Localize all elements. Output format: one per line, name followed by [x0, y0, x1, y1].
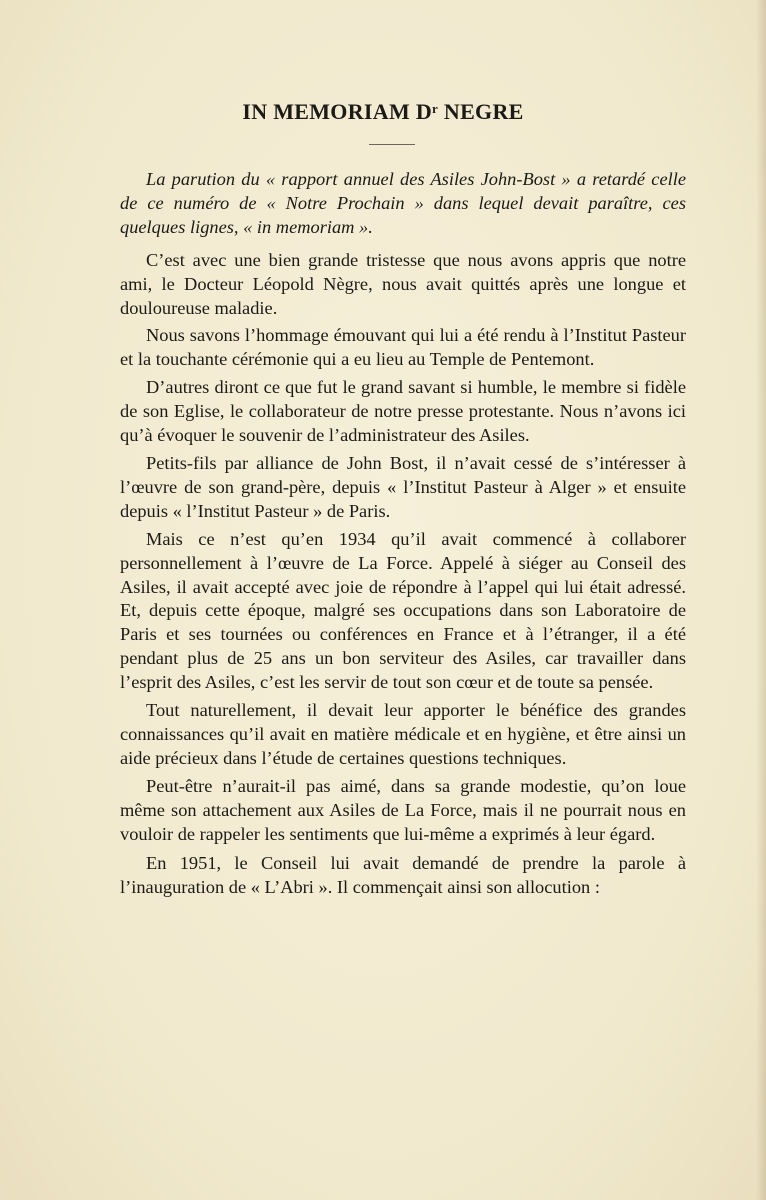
body-paragraph: Nous savons l’hommage émouvant qui lui a été rendu à l’Institut Pasteur et la touchante cérémonie qui a eu lieu au Temple de Pentemont. — [120, 325, 686, 370]
body-paragraph: C’est avec une bien grande tristesse que nous avons appris que notre ami, le Docteur Léopold Nègre, nous avait quittés après une longue et douloureuse maladie. — [120, 249, 686, 318]
body-paragraph: Tout naturellement, il devait leur apporter le bénéfice des grandes connaissances qu’il avait en matière médicale et en hygiène, et être ainsi un aide précieux dans l’étude de certaines questions techniques. — [120, 700, 686, 768]
title-superscript: r — [432, 101, 439, 116]
title-main: IN MEMORIAM D — [242, 99, 433, 124]
page-edge-shadow — [756, 0, 766, 1200]
body-paragraph: En 1951, le Conseil lui avait demandé de prendre la parole à l’inauguration de « L’Abri ». Il commençait ainsi son allocution : — [120, 853, 686, 898]
article-body — [120, 168, 686, 904]
title-divider — [369, 144, 415, 145]
body-paragraph: Mais ce n’est qu’en 1934 qu’il avait commencé à collaborer personnellement à l’œuvre de La Force. Appelé à siéger au Conseil des Asiles, il avait accepté avec joie de répondre à l’appel qui lui était adressé. Et, depuis cette époque, malgré ses occupations dans son Laboratoire de Paris et ses tournées ou conférences en France et à l’étranger, il a été pendant plus de 25 ans un bon serviteur des Asiles, car travailler dans l’esprit des Asiles, c’est les servir de tout son cœur et de toute sa pensée. — [120, 528, 686, 693]
intro-paragraph: La parution du « rapport annuel des Asiles John-Bost » a retardé celle de ce numéro de « Notre Prochain » dans lequel devait paraître, ces quelques lignes, « in memoriam ». — [120, 169, 686, 237]
page-title — [0, 94, 766, 127]
body-paragraph: Petits-fils par alliance de John Bost, il n’avait cessé de s’intéresser à l’œuvre de son grand-père, depuis « l’Institut Pasteur à Alger » et ensuite depuis « l’Institut Pasteur » de Paris. — [120, 452, 686, 521]
body-paragraph: D’autres diront ce que fut le grand savant si humble, le membre si fidèle de son Eglise, le collaborateur de notre presse protestante. Nous n’avons ici qu’à évoquer le souvenir de l’administrateur des Asiles. — [120, 377, 686, 446]
title-name: NEGRE — [438, 99, 524, 124]
body-paragraph: Peut-être n’aurait-il pas aimé, dans sa grande modestie, qu’on loue même son attachement aux Asiles de La Force, mais il ne pourrait nous en vouloir de rappeler les sentiments que lui-même a exprimés à leur égard. — [120, 775, 686, 844]
